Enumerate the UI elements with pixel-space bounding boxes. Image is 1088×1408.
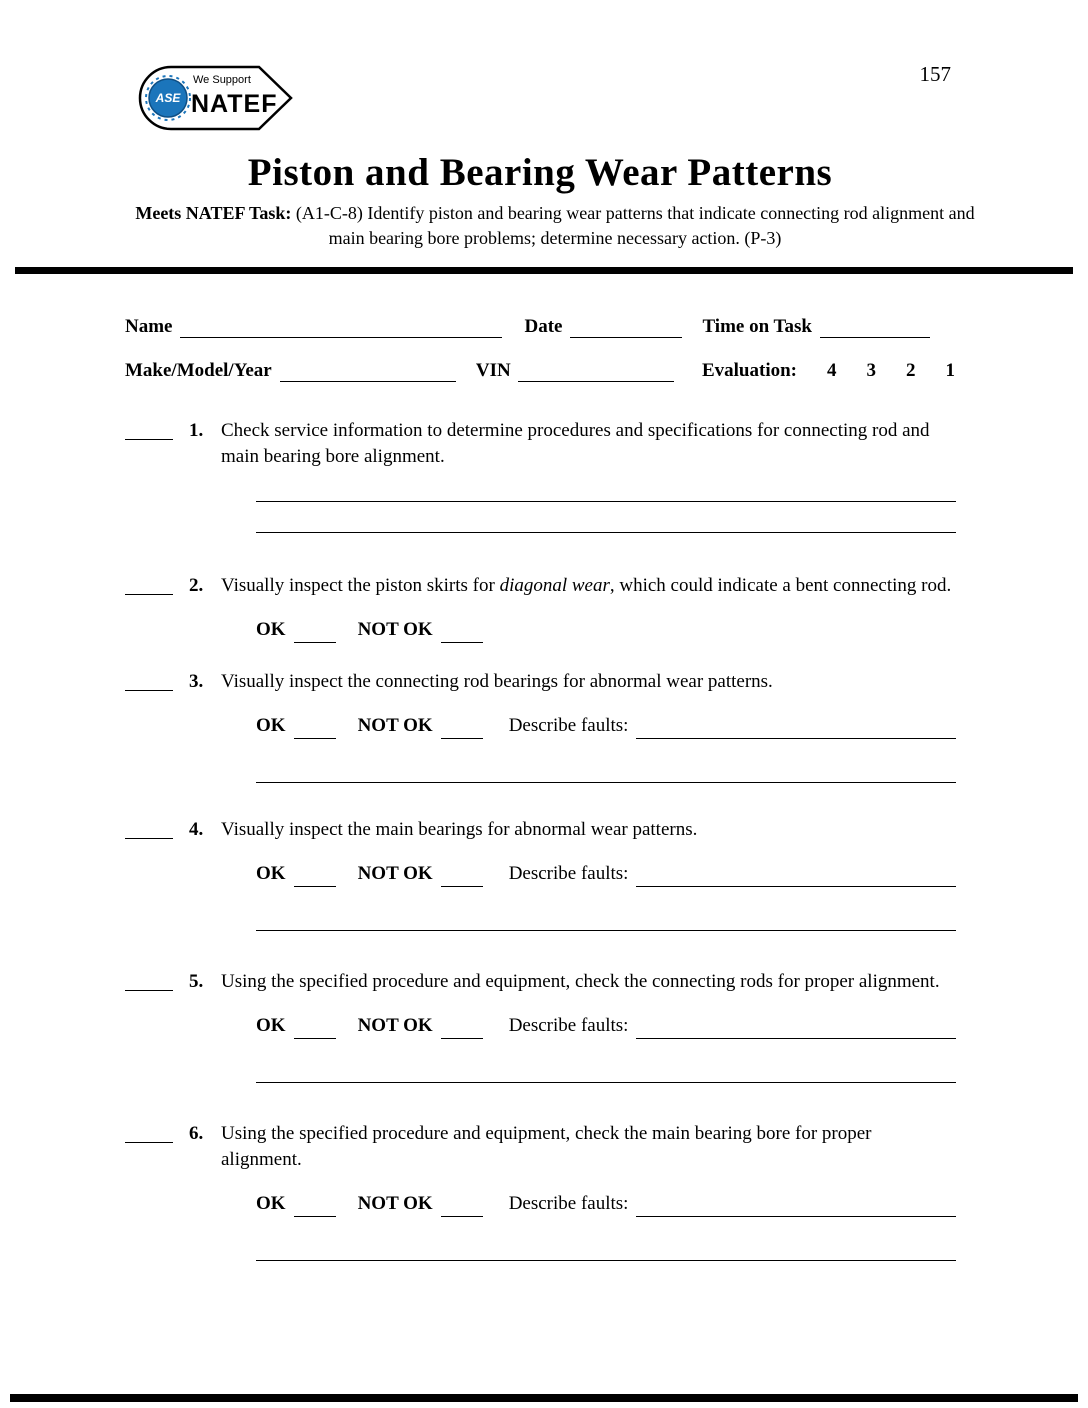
time-on-task-label: Time on Task [702, 316, 812, 337]
evaluation-value-1: 1 [945, 360, 955, 381]
task-3-ok-row [256, 713, 956, 739]
task-3-answer-line[interactable] [256, 755, 956, 783]
task-item-3 [125, 669, 955, 783]
task-4-not-ok-label: NOT OK [357, 863, 433, 884]
task-2-not-ok-label: NOT OK [357, 619, 433, 640]
task-6-text: Using the specified procedure and equipment, check the main bearing bore for proper alignment. [221, 1123, 872, 1170]
vin-field-blank[interactable] [518, 362, 674, 382]
vin-label: VIN [475, 360, 511, 381]
task-3-ok-blank[interactable] [294, 719, 336, 739]
task-1-number: 1. [189, 420, 204, 441]
task-2-text-before: Visually inspect the piston skirts for [221, 575, 500, 596]
task-item-2 [125, 573, 955, 643]
task-1-answer-line-2[interactable] [256, 502, 956, 533]
task-6-not-ok-blank[interactable] [441, 1197, 483, 1217]
task-3-describe-faults-blank[interactable] [636, 719, 956, 739]
page-number: 157 [919, 62, 951, 86]
task-5-ok-label: OK [256, 1015, 286, 1036]
page-title: Piston and Bearing Wear Patterns [247, 151, 833, 194]
page-header [125, 56, 955, 148]
task-6-check-blank[interactable] [125, 1121, 173, 1143]
task-6-ok-blank[interactable] [294, 1197, 336, 1217]
task-4-ok-blank[interactable] [294, 867, 336, 887]
task-2-text-italic: diagonal wear [499, 575, 610, 596]
task-3-describe-faults-label: Describe faults: [508, 715, 629, 736]
natef-logo [131, 56, 299, 145]
evaluation-label: Evaluation: [701, 360, 797, 381]
we-support-text: We Support [193, 74, 251, 86]
task-2-ok-label: OK [256, 619, 286, 640]
task-2-text [221, 573, 956, 599]
task-item-5 [125, 969, 955, 1083]
task-6-ok-label: OK [256, 1193, 286, 1214]
task-2-ok-row [256, 617, 956, 643]
task-5-number: 5. [189, 971, 204, 992]
task-2-check-blank[interactable] [125, 573, 173, 595]
task-1-answer-line-1[interactable] [256, 482, 956, 502]
task-6-answer-line[interactable] [256, 1233, 956, 1261]
task-5-answer-line[interactable] [256, 1055, 956, 1083]
task-5-describe-faults-blank[interactable] [636, 1019, 956, 1039]
task-6-number: 6. [189, 1123, 204, 1144]
task-3-ok-label: OK [256, 715, 286, 736]
task-2-ok-blank[interactable] [294, 623, 336, 643]
task-4-describe-faults-label: Describe faults: [508, 863, 629, 884]
time-on-task-field-blank[interactable] [820, 318, 930, 338]
task-5-not-ok-blank[interactable] [441, 1019, 483, 1039]
task-1-check-blank[interactable] [125, 418, 173, 440]
form-row-identity [125, 316, 955, 338]
task-4-answer-line[interactable] [256, 903, 956, 931]
natef-text: NATEF [191, 90, 278, 118]
task-2-text-after: , which could indicate a bent connecting rod. [609, 575, 952, 596]
task-6-ok-row [256, 1191, 956, 1217]
task-3-not-ok-label: NOT OK [357, 715, 433, 736]
name-field-blank[interactable] [180, 318, 502, 338]
make-model-year-label: Make/Model/Year [125, 360, 272, 381]
task-6-describe-faults-blank[interactable] [636, 1197, 956, 1217]
task-4-ok-label: OK [256, 863, 286, 884]
task-6-describe-faults-label: Describe faults: [508, 1193, 629, 1214]
task-5-ok-row [256, 1013, 956, 1039]
ase-logo-text: ASE [155, 91, 181, 105]
evaluation-value-2: 2 [906, 360, 916, 381]
task-item-4 [125, 817, 955, 931]
header-divider-rule [15, 267, 1073, 274]
task-4-ok-row [256, 861, 956, 887]
task-4-number: 4. [189, 819, 204, 840]
evaluation-value-4: 4 [827, 360, 837, 381]
task-3-check-blank[interactable] [125, 669, 173, 691]
natef-task-description [125, 201, 985, 251]
meets-natef-task-label: Meets NATEF Task: [135, 203, 292, 223]
task-item-6 [125, 1121, 955, 1261]
task-5-check-blank[interactable] [125, 969, 173, 991]
make-model-year-field-blank[interactable] [280, 362, 456, 382]
task-3-not-ok-blank[interactable] [441, 719, 483, 739]
task-6-not-ok-label: NOT OK [357, 1193, 433, 1214]
task-list [125, 418, 955, 1261]
task-5-text: Using the specified procedure and equipment, check the connecting rods for proper alignment. [221, 971, 940, 992]
date-label: Date [524, 316, 563, 337]
task-4-describe-faults-blank[interactable] [636, 867, 956, 887]
task-5-not-ok-label: NOT OK [357, 1015, 433, 1036]
meets-natef-task-text: (A1-C-8) Identify piston and bearing wear patterns that indicate connecting rod alignment and main bearing bore problems; determine necessary action. (P-3) [291, 203, 975, 248]
footer-rule [10, 1394, 1078, 1402]
natef-logo-graphic [131, 56, 299, 140]
task-3-number: 3. [189, 671, 204, 692]
task-4-text: Visually inspect the main bearings for abnormal wear patterns. [221, 819, 698, 840]
task-3-text: Visually inspect the connecting rod bearings for abnormal wear patterns. [221, 671, 773, 692]
task-2-not-ok-blank[interactable] [441, 623, 483, 643]
date-field-blank[interactable] [570, 318, 682, 338]
task-5-describe-faults-label: Describe faults: [508, 1015, 629, 1036]
task-item-1 [125, 418, 955, 533]
task-4-check-blank[interactable] [125, 817, 173, 839]
form-row-vehicle [125, 360, 955, 382]
task-1-text: Check service information to determine procedures and specifications for connecting rod and main bearing bore alignment. [221, 420, 930, 467]
task-5-ok-blank[interactable] [294, 1019, 336, 1039]
task-4-not-ok-blank[interactable] [441, 867, 483, 887]
name-label: Name [125, 316, 173, 337]
evaluation-value-3: 3 [866, 360, 876, 381]
task-2-number: 2. [189, 575, 204, 596]
